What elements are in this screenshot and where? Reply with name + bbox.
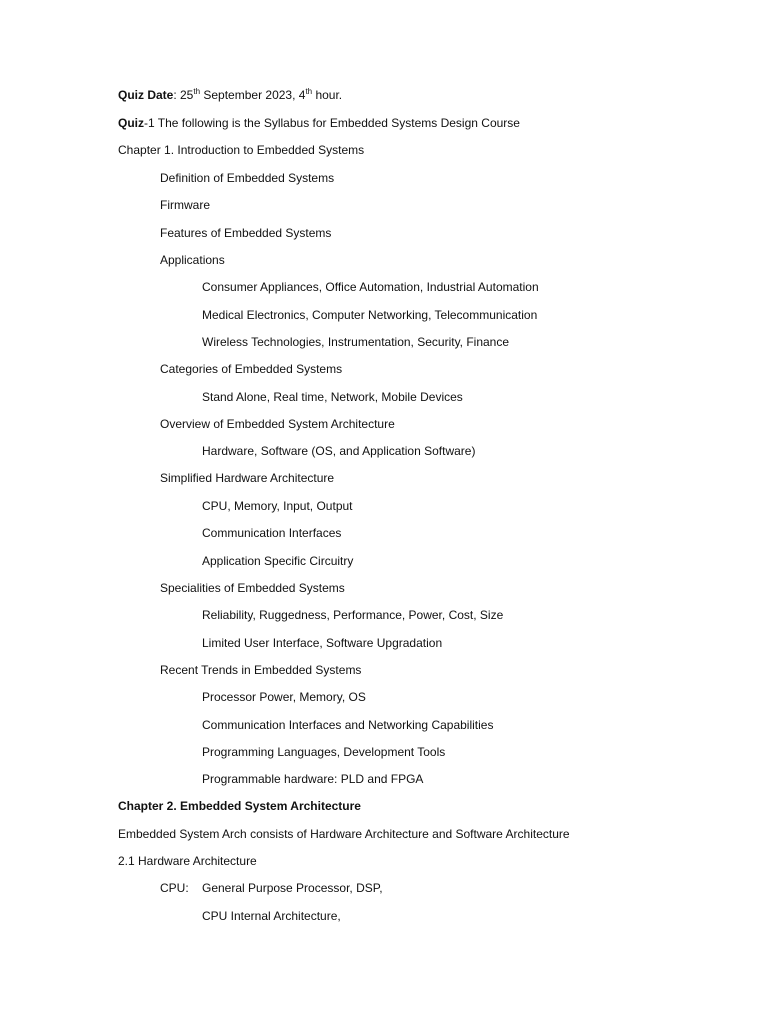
category-item: Stand Alone, Real time, Network, Mobile Devices [202, 390, 463, 404]
quiz-date-end: hour. [312, 88, 343, 102]
chapter1-title: Chapter 1. Introduction to Embedded Systems [118, 143, 365, 157]
ch1-definition: Definition of Embedded Systems [160, 171, 335, 185]
ch1-features: Features of Embedded Systems [160, 226, 332, 240]
simplified-item: Communication Interfaces [202, 526, 342, 540]
cpu-text: General Purpose Processor, DSP, [202, 881, 383, 895]
quiz-date-line [118, 88, 342, 103]
speciality-item: Reliability, Ruggedness, Performance, Power, Cost, Size [202, 608, 504, 622]
chapter2-title: Chapter 2. Embedded System Architecture [118, 799, 361, 813]
simplified-item: CPU, Memory, Input, Output [202, 499, 353, 513]
ch1-categories: Categories of Embedded Systems [160, 362, 343, 376]
speciality-item: Limited User Interface, Software Upgradation [202, 636, 443, 650]
app-item: Medical Electronics, Computer Networking, Telecommunication [202, 308, 538, 322]
hw-architecture-heading: 2.1 Hardware Architecture [118, 854, 257, 868]
quiz-label: Quiz [118, 116, 144, 130]
quiz-date-sep: : 25 [173, 88, 194, 102]
quiz-date-mid: September 2023, 4 [200, 88, 306, 102]
chapter2-intro: Embedded System Arch consists of Hardware Architecture and Software Architecture [118, 827, 570, 841]
quiz-text: -1 The following is the Syllabus for Embedded Systems Design Course [144, 116, 520, 130]
trend-item: Programming Languages, Development Tools [202, 745, 446, 759]
cpu-label: CPU: [160, 881, 189, 895]
ch1-specialities: Specialities of Embedded Systems [160, 581, 345, 595]
app-item: Wireless Technologies, Instrumentation, Security, Finance [202, 335, 510, 349]
ch1-simplified: Simplified Hardware Architecture [160, 471, 335, 485]
quiz-date-sup2: th [305, 87, 313, 96]
ch1-firmware: Firmware [160, 198, 210, 212]
quiz-date-sup1: th [193, 87, 201, 96]
ch1-applications: Applications [160, 253, 225, 267]
quiz-date-label: Quiz Date [118, 88, 174, 102]
overview-item: Hardware, Software (OS, and Application Software) [202, 444, 476, 458]
quiz-line [118, 116, 520, 131]
ch1-overview: Overview of Embedded System Architecture [160, 417, 395, 431]
trend-item: Processor Power, Memory, OS [202, 690, 366, 704]
cpu-internal: CPU Internal Architecture, [202, 909, 341, 923]
app-item: Consumer Appliances, Office Automation, Industrial Automation [202, 280, 539, 294]
simplified-item: Application Specific Circuitry [202, 554, 354, 568]
trend-item: Programmable hardware: PLD and FPGA [202, 772, 424, 786]
ch1-trends: Recent Trends in Embedded Systems [160, 663, 362, 677]
trend-item: Communication Interfaces and Networking Capabilities [202, 718, 494, 732]
